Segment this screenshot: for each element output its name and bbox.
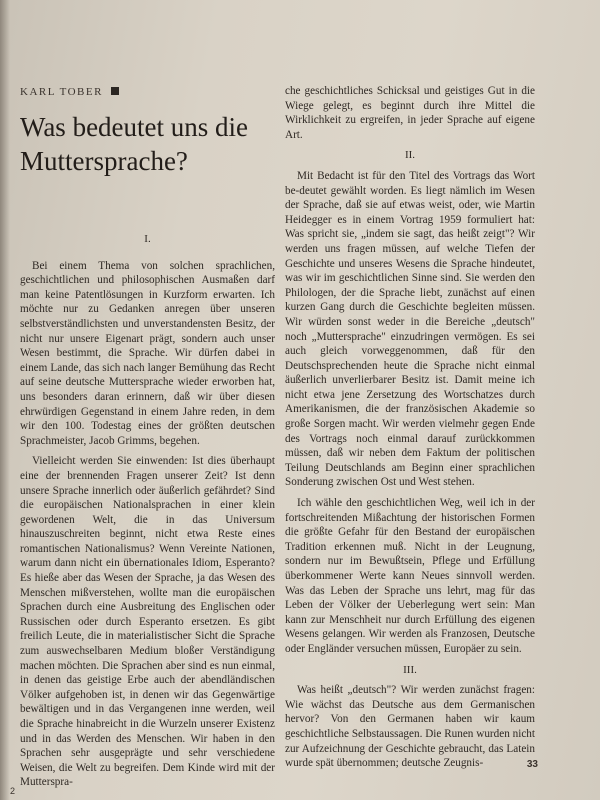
paragraph: Ich wähle den geschichtlichen Weg, weil ich in der fortschreitenden Mißachtung der historischen Formen die größte Gefahr für den Bestand der europäischen Tradition erkennen muß. Nicht in der Leugnung, sondern nur im Bewußtsein, Pflege und Erfüllung überkommener Werte kann Neues sinnvoll werden. Was das Leben der Sprache uns lehrt, mag für das Leben der Völker der Ueberlegung wert sein: Man kann zur Menschheit nur durch Erfüllung des eigenen Wesens gelangen. Wir werden als Franzosen, Deutsche oder Engländer versuchen müssen, Europäer zu sein. (285, 497, 535, 655)
gutter-shadow (0, 0, 10, 800)
left-column (20, 232, 275, 790)
author-name (20, 86, 119, 98)
author-text: KARL TOBER (20, 86, 103, 98)
paragraph: Bei einem Thema von solchen sprachlichen, geschichtlichen und philosophischen Ausmaßen darf man keine Patentlösungen in Kurzform erwarten. Ich möchte nur zu Gedanken anregen über unseren selbstverständlichsten und unverstandensten Besitz, der nicht nur unsere Eigenart prägt, sondern auch unser Wesen bestimmt, die Sprache. Wir dürfen dabei in einem Lande, das sich nach langer Bemühung das Recht auf seine deutsche Muttersprache wieder erworben hat, uns besonders daran erinnern, daß wir über diesen ehrwürdigen Gegenstand in einem Jahre reden, in dem wir den 100. Todestag eines der größten deutschen Sprachmeister, Jacob Grimms, begehen. (20, 259, 275, 447)
article-title: Was bedeutet uns die Muttersprache? (20, 112, 249, 176)
page-number: 33 (526, 759, 538, 770)
section-heading-2: II. (404, 149, 416, 162)
paragraph: Mit Bedacht ist für den Titel des Vortrags das Wort be-deutet gewählt worden. Es liegt nämlich im Wesen der Sprache, daß sie auf etwas weist, oder, wie Martin Heidegger es in einem Vortrag 1959 formuliert hat: Was spricht sie, „indem sie sagt, das heißt zeigt"? Wir werden uns fragen müssen, auf welche Tiefen der Geschichte und unseres Wesens die Sprache hindeutet, was wir im geschichtlichen Sinne sind. Sie werden den Philologen, der die Sprache liebt, zunächst auf einen kurzen Gang durch die Geschichte begleiten müssen. Wir würden sonst weder in die Bereiche „deutsch" noch „Muttersprache" einzudringen vermögen. Es sei auch gleich vorweggenommen, daß für den Deutschsprechenden heute die Sprache nicht einmal äußerlich unverlierbarer Besitz ist. Damit meine ich nicht etwa jene Zersetzung des Wortschatzes durch Amerikanismen, die der französischen Akademie so große Sorgen macht. Wir werden vielmehr gegen Ende des Vortrags noch einmal darauf zurückkommen müssen, daß wir neben dem Faktum der politischen Teilung Deutschlands am Beginn einer sprachlichen Sonderung zwischen Ost und West stehen. (285, 169, 535, 489)
facing-page-number: 2 (10, 786, 16, 796)
square-bullet-icon (111, 87, 119, 95)
paragraph: Vielleicht werden Sie einwenden: Ist dies überhaupt eine der brennenden Fragen unserer Zeit? Ist denn unsere Sprache innerlich oder äußerlich gefährdet? Sind die europäischen Nationalsprachen in einer klein gewordenen Welt, die in das Universum hinauszuschreiten beginnt, nicht etwa Reste eines romantischen Nationalismus? Wenn Vereinte Nationen, warum dann nicht ein übernationales Idiom, Esperanto? Es hieße aber das Wesen der Sprache, ja das Wesen des Menschen mißverstehen, wollte man die europäischen Sprachen durch eine Ausbreitung des Englischen oder Russischen oder durch Esperanto ersetzen. Es gibt freilich Leute, die in materialistischer Sicht die Sprache zum auswechselbaren Medium bloßer Verständigung machen möchten. Die Sprachen aber sind es nun einmal, in denen das geistige Erbe auch der abendländischen Völker aufgehoben ist, in denen wir das Gegenwärtige bewältigen und in das Vergangenen inne werden, weil die Sprache hinabreicht in die Wurzeln unserer Existenz und in das Werden des Menschen. Wir haben in den Sprachen sehr ausgeprägte und sehr verschiedene Weisen, die Welt zu begreifen. Dem Kinde wird mit der Mutterspra- (20, 455, 275, 789)
section-heading-1: I. (144, 233, 151, 245)
right-column (285, 84, 535, 771)
paragraph: Was heißt „deutsch"? Wir werden zunächst fragen: Wie wächst das Deutsche aus dem Germanischen hervor? Von den Germanen haben wir kaum geschichtliche Selbstaussagen. Die Runen wurden nicht zur Aufzeichnung der Geschichte gebraucht, das Latein wurde spät übernommen; deutsche Zeugnis- (285, 684, 535, 770)
paragraph: che geschichtliches Schicksal und geistiges Gut in die Wiege gelegt, es beginnt durch ihre Mittel die Wirklichkeit zu ergreifen, in jeder Sprache auf eigene Art. (285, 85, 535, 141)
section-heading-3: III. (403, 663, 417, 676)
